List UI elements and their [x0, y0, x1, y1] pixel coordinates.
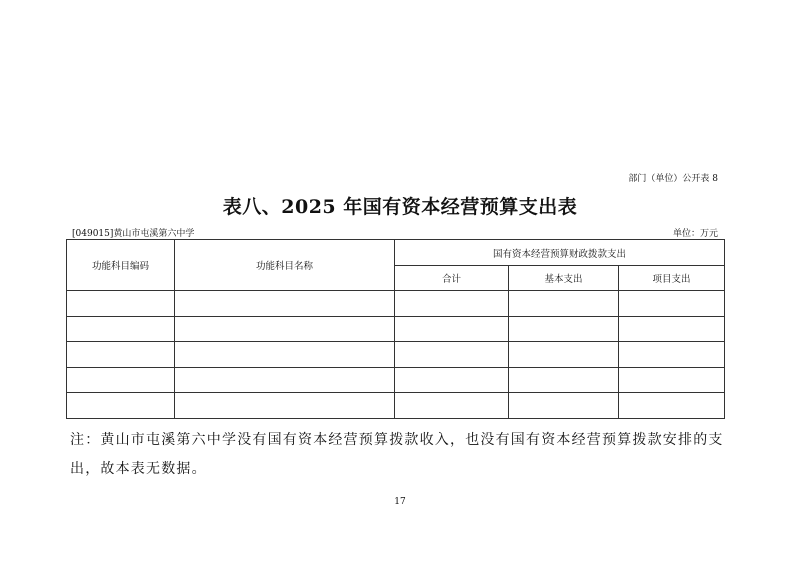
cell-project	[619, 367, 725, 393]
cell-total	[395, 367, 509, 393]
header-project: 项目支出	[619, 266, 725, 291]
header-group-expenditure: 国有资本经营预算财政拨款支出	[395, 240, 725, 266]
table-row	[67, 367, 725, 393]
header-basic: 基本支出	[509, 266, 619, 291]
cell-name	[175, 393, 395, 419]
organization-label: [049015]黄山市屯溪第六中学	[72, 229, 195, 239]
table-row	[67, 342, 725, 368]
dept-label: 部门（单位）公开表 8	[628, 174, 718, 184]
cell-total	[395, 291, 509, 317]
cell-project	[619, 393, 725, 419]
cell-total	[395, 393, 509, 419]
note-text: 注：黄山市屯溪第六中学没有国有资本经营预算拨款收入，也没有国有资本经营预算拨款安排的支出，故本表无数据。	[70, 432, 724, 477]
cell-code	[67, 342, 175, 368]
budget-table	[66, 239, 725, 419]
cell-code	[67, 291, 175, 317]
table-row	[67, 393, 725, 419]
header-function-name: 功能科目名称	[175, 240, 395, 291]
cell-code	[67, 316, 175, 342]
table-row	[67, 291, 725, 317]
cell-basic	[509, 342, 619, 368]
table-row	[67, 316, 725, 342]
unit-label: 单位：万元	[672, 229, 718, 239]
cell-total	[395, 316, 509, 342]
cell-code	[67, 393, 175, 419]
header-total: 合计	[395, 266, 509, 291]
cell-total	[395, 342, 509, 368]
page-number: 17	[394, 497, 406, 507]
cell-basic	[509, 393, 619, 419]
cell-name	[175, 316, 395, 342]
page-title: 表八、2025 年国有资本经营预算支出表	[222, 196, 578, 218]
cell-project	[619, 316, 725, 342]
cell-project	[619, 291, 725, 317]
header-function-code: 功能科目编码	[67, 240, 175, 291]
cell-basic	[509, 367, 619, 393]
cell-basic	[509, 316, 619, 342]
cell-code	[67, 367, 175, 393]
cell-name	[175, 291, 395, 317]
cell-name	[175, 367, 395, 393]
cell-project	[619, 342, 725, 368]
cell-basic	[509, 291, 619, 317]
cell-name	[175, 342, 395, 368]
